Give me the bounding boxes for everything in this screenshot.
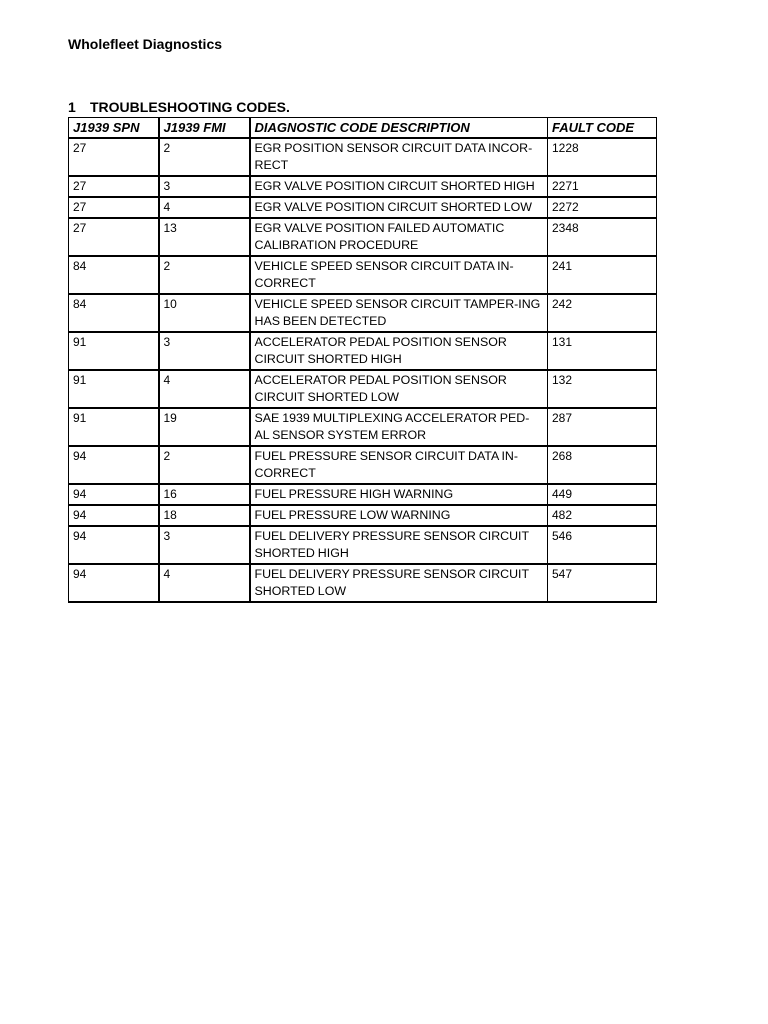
cell-spn: 91 <box>69 332 159 370</box>
header-fmi: J1939 FMI <box>159 118 250 139</box>
table-row <box>69 505 657 526</box>
cell-fmi: 4 <box>159 564 250 602</box>
troubleshooting-codes-table <box>68 117 657 603</box>
cell-spn: 27 <box>69 176 159 197</box>
section-heading <box>68 99 290 115</box>
cell-fmi: 10 <box>159 294 250 332</box>
cell-fault-code: 482 <box>548 505 657 526</box>
cell-description: EGR POSITION SENSOR CIRCUIT DATA INCOR-RECT <box>250 138 548 176</box>
document-title: Wholefleet Diagnostics <box>68 36 223 52</box>
cell-spn: 94 <box>69 446 159 484</box>
cell-description: EGR VALVE POSITION FAILED AUTOMATIC CALIBRATION PROCEDURE <box>250 218 548 256</box>
cell-fmi: 3 <box>159 526 250 564</box>
cell-spn: 91 <box>69 370 159 408</box>
cell-fault-code: 2271 <box>548 176 657 197</box>
cell-fault-code: 132 <box>548 370 657 408</box>
cell-spn: 94 <box>69 564 159 602</box>
cell-fault-code: 131 <box>548 332 657 370</box>
cell-fmi: 2 <box>159 138 250 176</box>
cell-description: FUEL PRESSURE HIGH WARNING <box>250 484 548 505</box>
table-row <box>69 484 657 505</box>
table-row <box>69 176 657 197</box>
table-row <box>69 138 657 176</box>
cell-fault-code: 242 <box>548 294 657 332</box>
cell-description: FUEL PRESSURE LOW WARNING <box>250 505 548 526</box>
cell-fmi: 16 <box>159 484 250 505</box>
table-header-row <box>69 118 657 139</box>
cell-description: FUEL PRESSURE SENSOR CIRCUIT DATA IN-CORRECT <box>250 446 548 484</box>
cell-description: VEHICLE SPEED SENSOR CIRCUIT DATA IN-CORRECT <box>250 256 548 294</box>
table-row <box>69 526 657 564</box>
cell-fmi: 4 <box>159 197 250 218</box>
cell-description: SAE 1939 MULTIPLEXING ACCELERATOR PED-AL SENSOR SYSTEM ERROR <box>250 408 548 446</box>
cell-fault-code: 547 <box>548 564 657 602</box>
cell-fmi: 19 <box>159 408 250 446</box>
cell-fmi: 3 <box>159 176 250 197</box>
cell-description: EGR VALVE POSITION CIRCUIT SHORTED LOW <box>250 197 548 218</box>
cell-description: VEHICLE SPEED SENSOR CIRCUIT TAMPER-ING HAS BEEN DETECTED <box>250 294 548 332</box>
table-row <box>69 446 657 484</box>
section-number: 1 <box>68 99 76 115</box>
cell-spn: 27 <box>69 197 159 218</box>
table-row <box>69 218 657 256</box>
cell-spn: 84 <box>69 256 159 294</box>
table-row <box>69 332 657 370</box>
section-title: TROUBLESHOOTING CODES. <box>90 99 290 115</box>
header-description: DIAGNOSTIC CODE DESCRIPTION <box>250 118 548 139</box>
cell-fmi: 3 <box>159 332 250 370</box>
header-spn: J1939 SPN <box>69 118 159 139</box>
cell-fault-code: 2272 <box>548 197 657 218</box>
table-row <box>69 408 657 446</box>
cell-fault-code: 546 <box>548 526 657 564</box>
cell-fmi: 18 <box>159 505 250 526</box>
cell-description: ACCELERATOR PEDAL POSITION SENSOR CIRCUIT SHORTED LOW <box>250 370 548 408</box>
cell-fault-code: 241 <box>548 256 657 294</box>
cell-fmi: 2 <box>159 446 250 484</box>
cell-description: FUEL DELIVERY PRESSURE SENSOR CIRCUIT SHORTED HIGH <box>250 526 548 564</box>
cell-description: FUEL DELIVERY PRESSURE SENSOR CIRCUIT SHORTED LOW <box>250 564 548 602</box>
cell-fault-code: 449 <box>548 484 657 505</box>
table-row <box>69 294 657 332</box>
table-row <box>69 197 657 218</box>
cell-spn: 27 <box>69 218 159 256</box>
cell-spn: 94 <box>69 484 159 505</box>
cell-fault-code: 268 <box>548 446 657 484</box>
cell-spn: 91 <box>69 408 159 446</box>
cell-description: ACCELERATOR PEDAL POSITION SENSOR CIRCUIT SHORTED HIGH <box>250 332 548 370</box>
cell-fmi: 13 <box>159 218 250 256</box>
cell-spn: 94 <box>69 505 159 526</box>
cell-fault-code: 1228 <box>548 138 657 176</box>
cell-spn: 84 <box>69 294 159 332</box>
cell-fmi: 2 <box>159 256 250 294</box>
cell-spn: 94 <box>69 526 159 564</box>
header-fault-code: FAULT CODE <box>548 118 657 139</box>
cell-spn: 27 <box>69 138 159 176</box>
table-row <box>69 256 657 294</box>
cell-fault-code: 287 <box>548 408 657 446</box>
cell-fmi: 4 <box>159 370 250 408</box>
table-row <box>69 564 657 602</box>
cell-description: EGR VALVE POSITION CIRCUIT SHORTED HIGH <box>250 176 548 197</box>
cell-fault-code: 2348 <box>548 218 657 256</box>
table-row <box>69 370 657 408</box>
